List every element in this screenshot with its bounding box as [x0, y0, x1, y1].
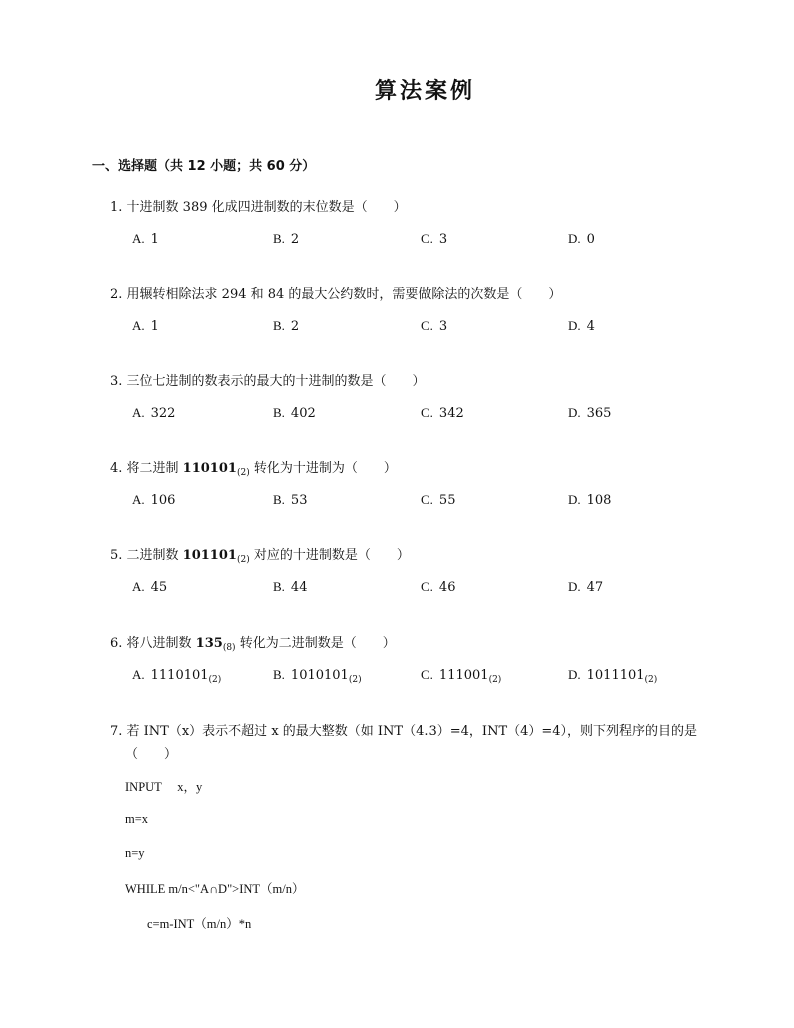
option-label: A. — [132, 492, 145, 507]
option-value: 44 — [290, 580, 308, 595]
base-subscript: (2) — [348, 675, 362, 685]
option-label: D. — [568, 579, 581, 594]
option-value: 106 — [150, 493, 176, 508]
option-value: 53 — [290, 493, 308, 508]
option-b[interactable] — [273, 492, 307, 508]
option-a[interactable] — [132, 492, 175, 508]
option-d[interactable] — [568, 405, 611, 421]
option-value: 108 — [586, 493, 612, 508]
question-3: 3. 三位七进制的数表示的最大的十进制的数是（ ） — [110, 374, 426, 389]
question-6 — [110, 632, 396, 653]
option-d[interactable] — [568, 667, 657, 685]
base-subscript: (2) — [208, 675, 222, 685]
question-text: 对应的十进制数是（ ） — [249, 548, 410, 563]
option-c[interactable] — [421, 492, 455, 508]
question-2: 2. 用辗转相除法求 294 和 84 的最大公约数时，需要做除法的次数是（ ） — [110, 287, 562, 302]
option-label: A. — [132, 405, 145, 420]
option-label: D. — [568, 231, 581, 246]
option-d[interactable] — [568, 492, 611, 508]
option-c[interactable] — [421, 231, 447, 247]
option-c[interactable] — [421, 318, 447, 334]
question-7-answer-paren: （ ） — [125, 747, 178, 762]
option-label: D. — [568, 667, 581, 682]
option-a[interactable] — [132, 579, 167, 595]
option-value: 365 — [586, 406, 612, 421]
option-b[interactable] — [273, 579, 307, 595]
option-b[interactable] — [273, 405, 316, 421]
option-label: B. — [273, 231, 285, 246]
option-label: C. — [421, 579, 433, 594]
code-line: c=m-INT（m/n）*n — [147, 917, 252, 931]
question-number: 135 — [195, 636, 223, 651]
base-subscript: (2) — [236, 555, 250, 565]
question-4 — [110, 457, 397, 478]
option-value: 4 — [586, 319, 595, 334]
option-value: 0 — [586, 232, 595, 247]
option-a[interactable] — [132, 318, 159, 334]
option-label: C. — [421, 667, 433, 682]
option-d[interactable] — [568, 231, 595, 247]
option-d[interactable] — [568, 318, 595, 334]
option-value: 1 — [150, 319, 159, 334]
question-1: 1. 十进制数 389 化成四进制数的末位数是（ ） — [110, 200, 407, 215]
option-d[interactable] — [568, 579, 603, 595]
option-b[interactable] — [273, 231, 299, 247]
option-c[interactable] — [421, 579, 455, 595]
option-label: C. — [421, 231, 433, 246]
option-label: B. — [273, 318, 285, 333]
code-line: n=y — [125, 846, 145, 860]
option-value: 1110101 — [150, 668, 209, 683]
option-label: A. — [132, 579, 145, 594]
option-label: B. — [273, 667, 285, 682]
option-value: 1010101 — [290, 668, 349, 683]
option-b[interactable] — [273, 667, 362, 685]
option-a[interactable] — [132, 667, 221, 685]
option-value: 111001 — [438, 668, 489, 683]
base-subscript: (2) — [236, 468, 250, 478]
question-text: 4. 将二进制 — [110, 461, 183, 476]
code-line: INPUT x，y — [125, 780, 203, 794]
base-subscript: (2) — [644, 675, 658, 685]
code-line: m=x — [125, 812, 149, 826]
section-heading: 一、选择题（共 12 小题；共 60 分） — [92, 159, 316, 174]
question-text: 6. 将八进制数 — [110, 636, 196, 651]
option-label: B. — [273, 579, 285, 594]
option-label: D. — [568, 492, 581, 507]
option-label: D. — [568, 405, 581, 420]
base-subscript: (8) — [222, 643, 236, 653]
page-title: 算法案例 — [374, 79, 475, 104]
question-7: 7. 若 INT（x）表示不超过 x 的最大整数（如 INT（4.3）=4，INT（4）=4），则下列程序的目的是 — [110, 724, 698, 739]
option-a[interactable] — [132, 405, 175, 421]
option-label: A. — [132, 667, 145, 682]
option-b[interactable] — [273, 318, 299, 334]
option-value: 2 — [290, 232, 300, 247]
option-label: C. — [421, 405, 433, 420]
option-label: D. — [568, 318, 581, 333]
option-value: 45 — [150, 580, 168, 595]
option-value: 55 — [438, 493, 456, 508]
option-value: 3 — [438, 319, 448, 334]
option-a[interactable] — [132, 231, 159, 247]
question-text: 5. 二进制数 — [110, 548, 183, 563]
option-value: 342 — [438, 406, 464, 421]
option-c[interactable] — [421, 405, 464, 421]
option-label: A. — [132, 231, 145, 246]
question-number: 101101 — [182, 548, 237, 563]
option-value: 402 — [290, 406, 316, 421]
option-label: B. — [273, 492, 285, 507]
question-text: 转化为二进制数是（ ） — [235, 636, 396, 651]
code-line: WHILE m/n<"A∩D">INT（m/n） — [125, 882, 305, 896]
option-value: 47 — [586, 580, 604, 595]
option-value: 1011101 — [586, 668, 645, 683]
option-value: 322 — [150, 406, 176, 421]
question-text: 转化为十进制为（ ） — [249, 461, 397, 476]
option-label: C. — [421, 318, 433, 333]
option-label: B. — [273, 405, 285, 420]
option-label: C. — [421, 492, 433, 507]
option-value: 46 — [438, 580, 456, 595]
base-subscript: (2) — [488, 675, 502, 685]
option-value: 3 — [438, 232, 448, 247]
question-5 — [110, 544, 410, 565]
question-number: 110101 — [182, 461, 237, 476]
option-c[interactable] — [421, 667, 501, 685]
option-value: 2 — [290, 319, 300, 334]
option-value: 1 — [150, 232, 159, 247]
option-label: A. — [132, 318, 145, 333]
